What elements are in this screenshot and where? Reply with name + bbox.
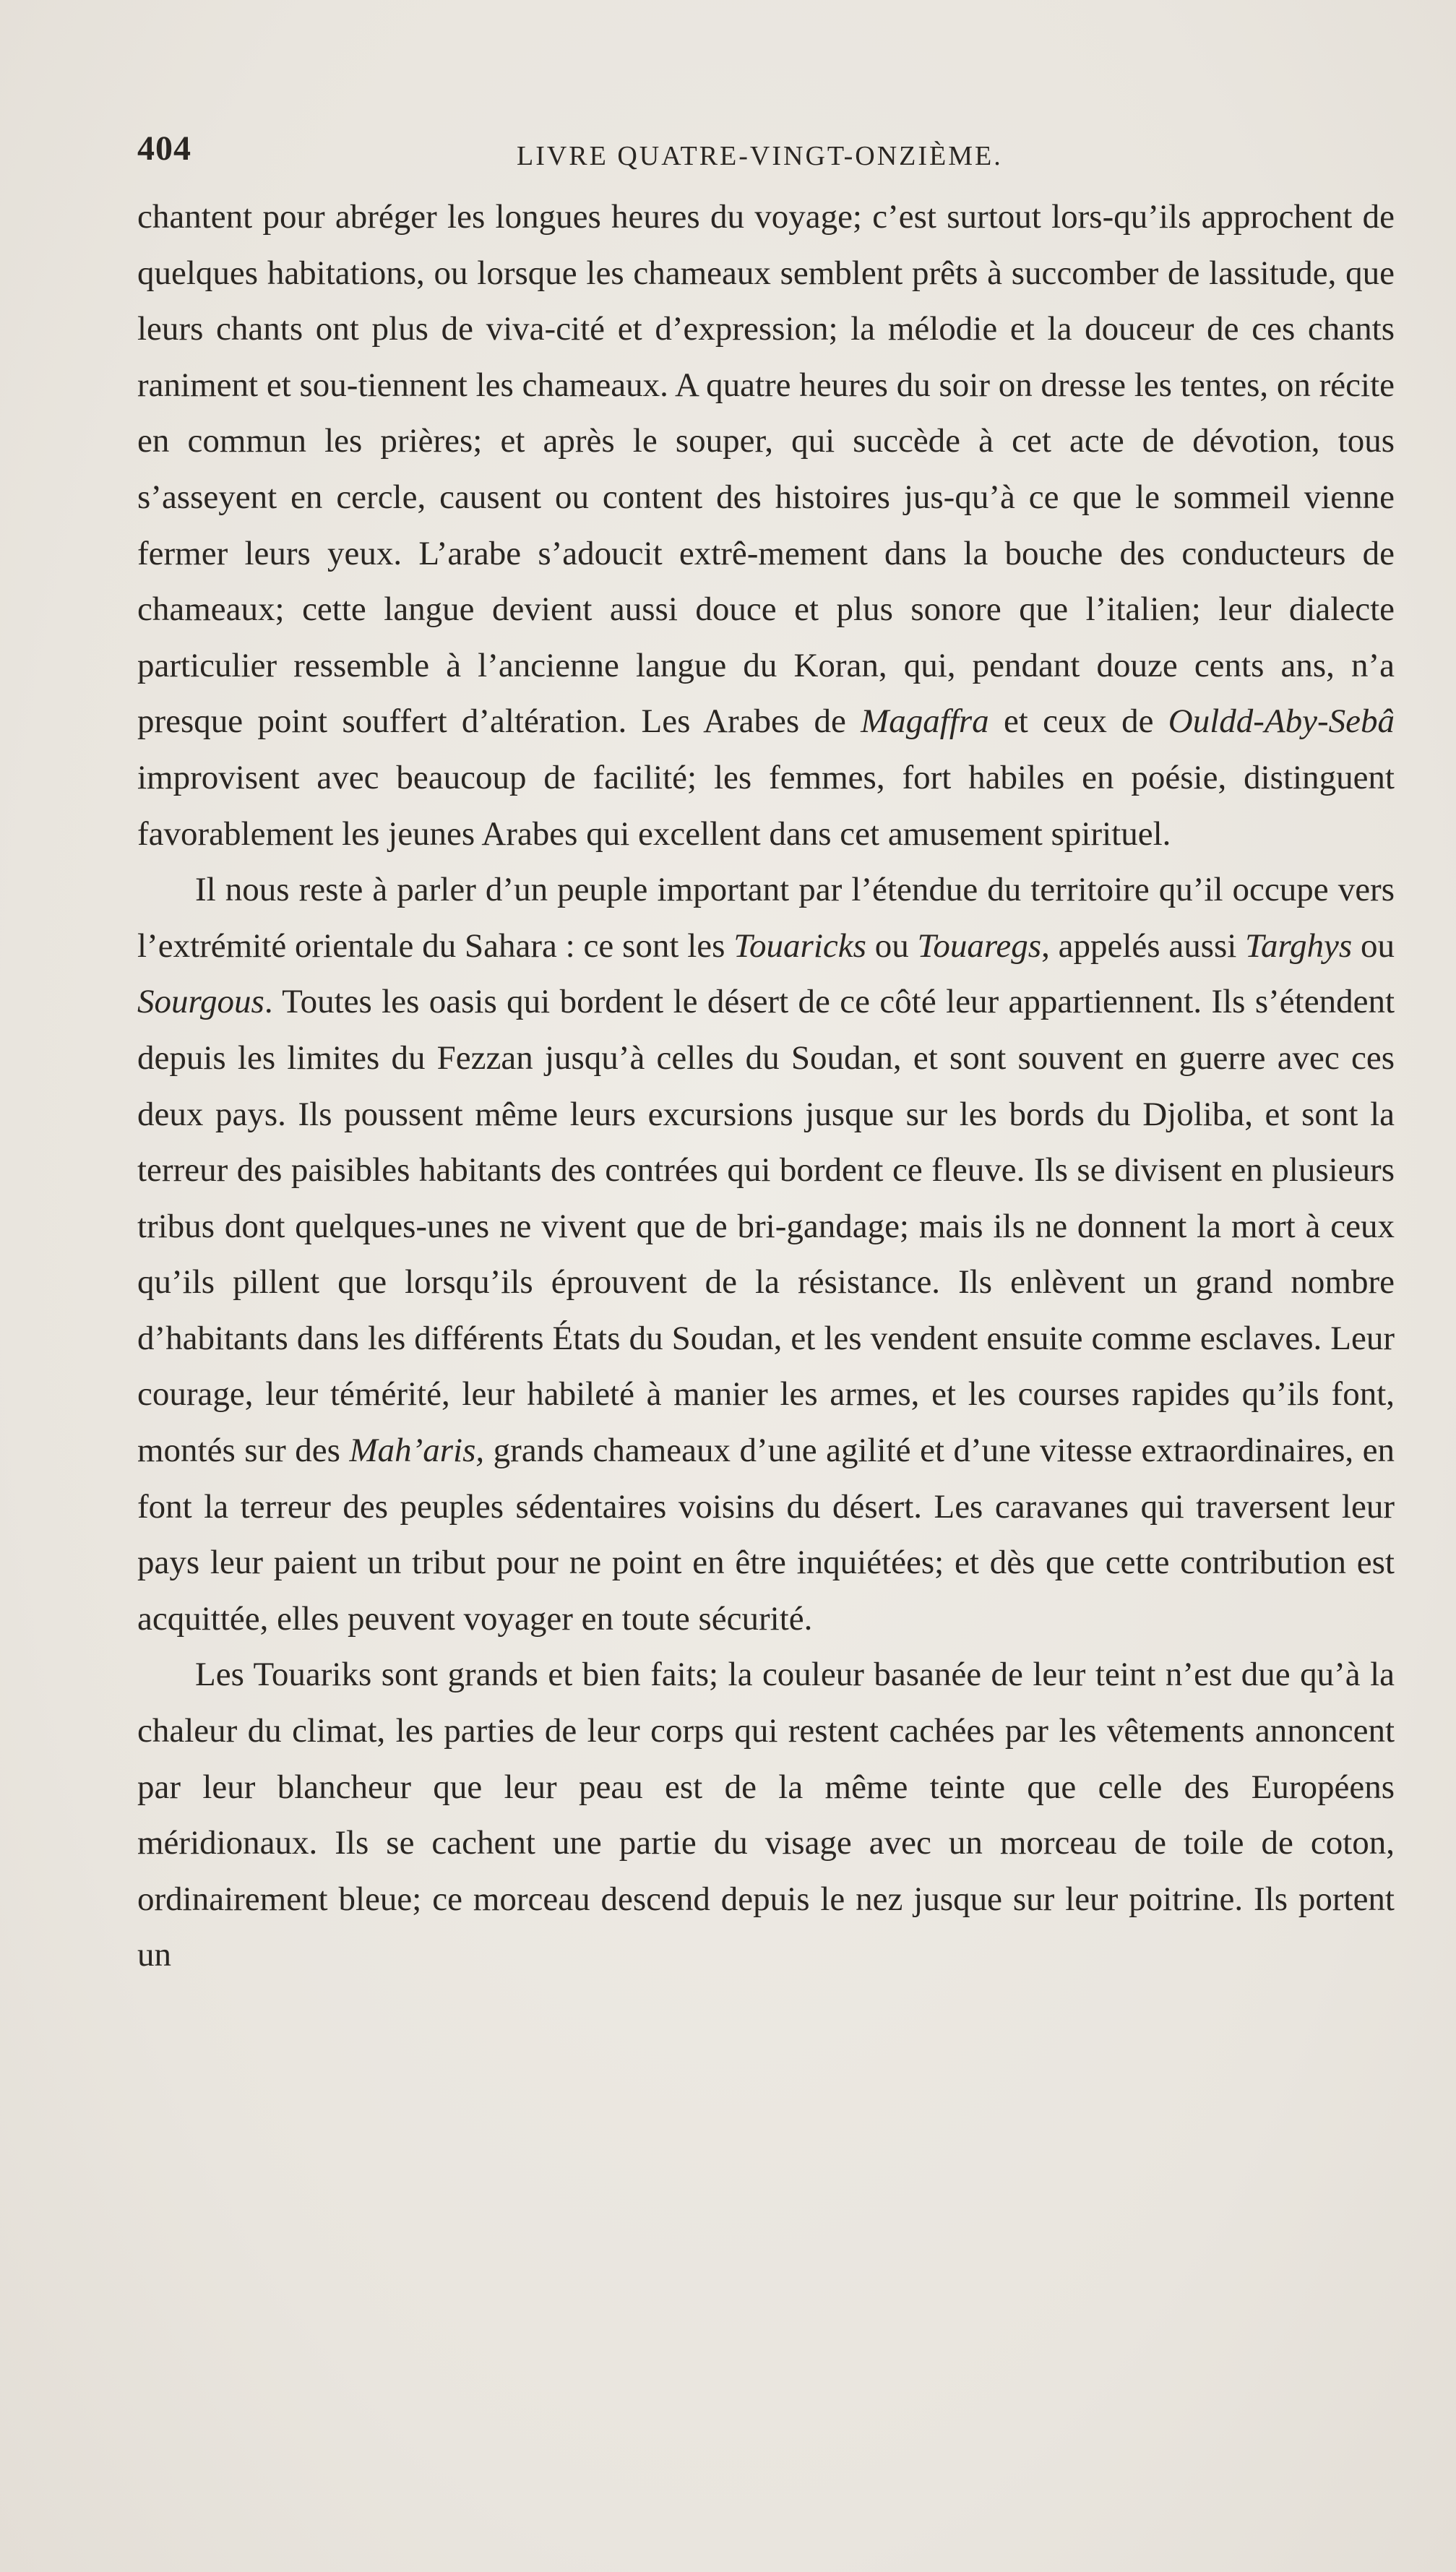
- paragraph: [137, 862, 1395, 1647]
- body-text: [137, 189, 1395, 1984]
- text-run: grands chameaux d’une agilité et d’une vitesse extraordinaires, en font la terreur des peuples sédentaires voisins du désert. Les caravanes qui traversent leur pays leur paient un tribut pour ne point en être inquiétées; et dès que cette contribution est acquittée, elles peuvent voyager en toute sécurité.: [137, 1432, 1395, 1638]
- paragraph: [137, 189, 1395, 862]
- italic-term: Touaregs: [917, 926, 1042, 965]
- text-run: . Toutes les oasis qui bordent le désert de ce côté leur appartiennent. Ils s’étendent depuis les limites du Fezzan jusqu’à celles du Soudan, et sont souvent en guerre avec ces deux pays. Ils poussent même leurs excursions jusque sur les bords du Djoliba, et sont la terreur des paisibles habitants des contrées qui bordent ce fleuve. Ils se divisent en plusieurs tribus dont quelques-unes ne vivent que de bri-gandage; mais ils ne donnent la mort à ceux qu’ils pillent que lorsqu’ils éprouvent de la résistance. Ils enlèvent un grand nombre d’habitants dans les différents États du Soudan, et les vendent ensuite comme esclaves. Leur courage, leur témérité, leur habileté à manier les armes, et les courses rapides qu’ils font, montés sur des: [137, 983, 1395, 1470]
- text-run: Il nous reste à parler d’un peuple important par l’étendue du territoire qu’il occupe vers l’extrémité orientale du Sahara : ce sont les: [137, 871, 1395, 965]
- text-run: ou: [1352, 926, 1395, 965]
- text-run: improvisent avec beaucoup de facilité; les femmes, fort habiles en poésie, distinguent favorablement les jeunes Arabes qui excellent dans cet amusement spirituel.: [137, 758, 1395, 853]
- italic-term: Magaffra: [861, 702, 989, 741]
- italic-term: Ouldd-Aby-Sebâ: [1168, 702, 1395, 741]
- page-number: 404: [137, 129, 191, 168]
- paragraph: [137, 1647, 1395, 1984]
- italic-term: Touaricks: [733, 926, 866, 965]
- text-run: et ceux de: [988, 702, 1168, 741]
- italic-term: Sourgous: [137, 983, 264, 1021]
- text-run: Les Touariks sont grands et bien faits; la couleur basanée de leur teint n’est due qu’à la chaleur du climat, les parties de leur corps qui restent cachées par les vêtements annoncent par leur blancheur que leur peau est de la même teinte que celle des Européens méridionaux. Ils se cachent une partie du visage avec un morceau de toile de coton, ordinairement bleue; ce morceau descend depuis le nez jusque sur leur poitrine. Ils portent un: [137, 1656, 1395, 1974]
- text-run: ou: [866, 926, 918, 965]
- text-run: chantent pour abréger les longues heures du voyage; c’est surtout lors-qu’ils approchent de quelques habitations, ou lorsque les chameaux semblent prêts à succomber de lassitude, que leurs chants ont plus de viva-cité et d’expression; la mélodie et la douceur de ces chants raniment et sou-tiennent les chameaux. A quatre heures du soir on dresse les tentes, on récite en commun les prières; et après le souper, qui succède à cet acte de dévotion, tous s’asseyent en cercle, causent ou content des histoires jus-qu’à ce que le sommeil vienne fermer leurs yeux. L’arabe s’adoucit extrê-mement dans la bouche des conducteurs de chameaux; cette langue devient aussi douce et plus sonore que l’italien; leur dialecte particulier ressemble à l’ancienne langue du Koran, qui, pendant douze cents ans, n’a presque point souffert d’altération. Les Arabes de: [137, 198, 1395, 741]
- text-run: , appelés aussi: [1041, 926, 1246, 965]
- running-head: LIVRE QUATRE-VINGT-ONZIÈME.: [517, 141, 1003, 171]
- italic-term: Mah’aris,: [349, 1432, 485, 1470]
- page-header: [137, 129, 1395, 186]
- italic-term: Targhys: [1245, 926, 1353, 965]
